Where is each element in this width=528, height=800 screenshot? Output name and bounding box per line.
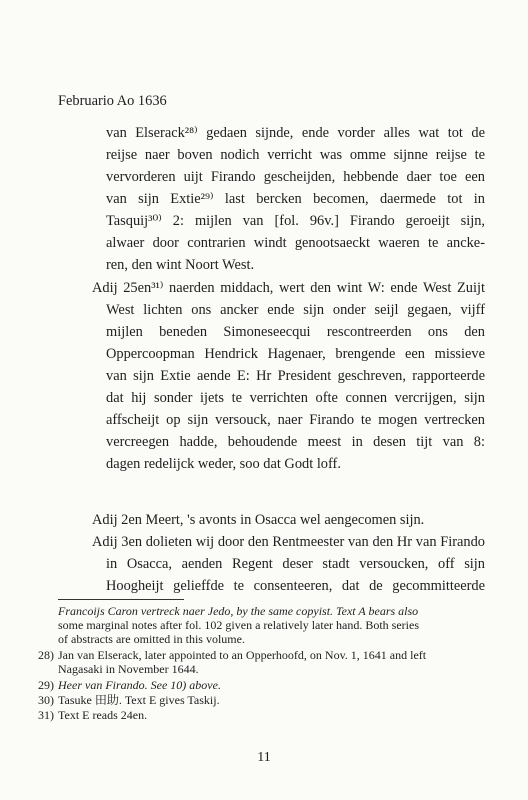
text-line: dagen redelijck weder, soo dat Godt loff.	[106, 456, 341, 472]
text-line: van sijn Extie²⁹⁾ last bercken becomen, daermede tot in	[106, 191, 485, 207]
text-line: van Elserack²⁸⁾ gedaen sijnde, ende vorder alles wat tot de	[106, 125, 485, 141]
text-line: alwaer door contrarien windt genootsaeckt waeren te ancke-	[106, 235, 485, 251]
text-line: Tasquij³⁰⁾ 2: mijlen van [fol. 96v.] Firando geroeijt sijn,	[106, 213, 485, 229]
footnote-text: Heer van Firando. See 10) above.	[58, 678, 221, 692]
text-line: Oppercoopman Hendrick Hagenaer, brengende een missieve	[106, 346, 485, 362]
text-line: West lichten ons ancker ende sijn onder seijl gegaen, vijff	[106, 302, 485, 318]
footnote-number: 29)	[38, 678, 54, 692]
text-line: vervorderen uijt Firando gescheijden, hebbende daer toe een	[106, 169, 485, 185]
footnote-text: Jan van Elserack, later appointed to an Opperhoofd, on Nov. 1, 1641 and left	[58, 648, 427, 662]
date-heading: Februario Ao 1636	[58, 93, 167, 109]
page-number: 11	[257, 750, 271, 765]
footnote-text: Nagasaki in November 1644.	[58, 662, 199, 676]
text-line: in Osacca, aenden Regent deser stadt versoucken, off sijn	[106, 556, 485, 572]
text-line: affscheijt op sijn versouck, naer Firando te mogen vertrecken	[106, 412, 485, 428]
footnote-number: 31)	[38, 708, 54, 722]
footnote-number: 30)	[38, 693, 54, 707]
text-line: Adij 3en dolieten wij door den Rentmeester van den Hr van Firando	[92, 534, 485, 550]
footnote-separator	[58, 599, 184, 600]
footnote-number: 28)	[38, 648, 54, 662]
footnote-intro-line: of abstracts are omitted in this volume.	[58, 632, 245, 646]
text-line: Hoogheijt gelieffde te consenteeren, dat de gecommitteerde	[106, 578, 485, 594]
text-line: ren, den wint Noort West.	[106, 257, 255, 273]
footnote-text: Tasuke 田助. Text E gives Taskij.	[58, 693, 220, 707]
text-line: reijse naer boven nodich verricht was omme sijnne reijse te	[106, 147, 485, 163]
footnote-text: Text E reads 24en.	[58, 708, 148, 722]
text-line: dat hij sonder ijets te verrichten ofte connen vercrijgen, sijn	[106, 390, 485, 406]
text-line: mijlen beneden Simoneseecqui rescontreerden ons den	[106, 324, 485, 340]
text-line: vercreegen hadde, behoudende meest in desen tijt van 8:	[106, 434, 485, 450]
footnote-intro-line: some marginal notes after fol. 102 given a relatively later hand. Both series	[58, 618, 420, 632]
text-line: Adij 2en Meert, 's avonts in Osacca wel aengecomen sijn.	[92, 512, 425, 528]
text-line: van sijn Extie aende E: Hr President geschreven, rapporteerde	[106, 368, 485, 384]
text-line: Adij 25en³¹⁾ naerden middach, wert den wint W: ende West Zuijt	[92, 280, 485, 296]
footnote-intro-line: Francoijs Caron vertreck naer Jedo, by the same copyist. Text A bears also	[58, 604, 419, 618]
